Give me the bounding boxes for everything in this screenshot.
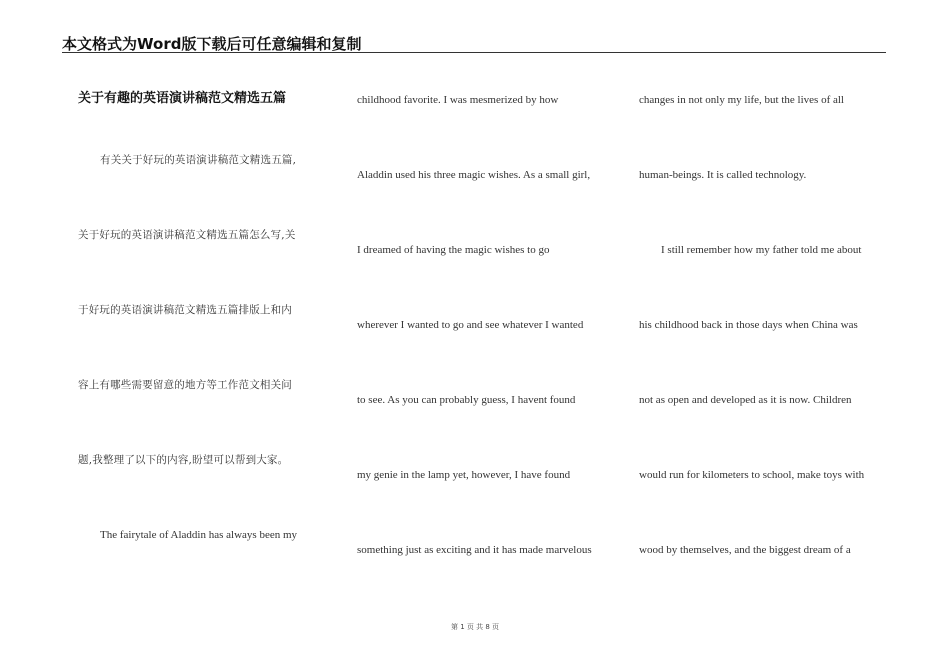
paragraph-line: wood by themselves, and the biggest dream of a	[639, 544, 851, 556]
paragraph-line: 关于好玩的英语演讲稿范文精选五篇怎么写,关	[78, 229, 296, 241]
paragraph-line: would run for kilometers to school, make toys with	[639, 469, 865, 481]
paragraph-line: 容上有哪些需要留意的地方等工作范文相关问	[78, 379, 292, 391]
paragraph-line: changes in not only my life, but the lives of all	[639, 94, 844, 106]
paragraph-line: I dreamed of having the magic wishes to go	[357, 244, 550, 256]
document-banner: 本文格式为Word版下载后可任意编辑和复制	[62, 35, 362, 53]
paragraph-line: 有关关于好玩的英语演讲稿范文精选五篇,	[100, 154, 297, 166]
paragraph-line: childhood favorite. I was mesmerized by how	[357, 94, 559, 106]
paragraph-line: human-beings. It is called technology.	[639, 169, 807, 181]
paragraph-line: something just as exciting and it has made marvelous	[357, 544, 592, 556]
paragraph-line: Aladdin used his three magic wishes. As a small girl,	[357, 169, 591, 181]
header-divider	[62, 52, 886, 53]
paragraph-line: I still remember how my father told me about	[661, 244, 862, 256]
paragraph-line: 于好玩的英语演讲稿范文精选五篇排版上和内	[78, 304, 292, 316]
paragraph-line: wherever I wanted to go and see whatever I wanted	[357, 319, 584, 331]
paragraph-line: his childhood back in those days when China was	[639, 319, 858, 331]
page-number: 第 1 页 共 8 页	[450, 623, 500, 631]
paragraph-line: The fairytale of Aladdin has always been my	[100, 529, 298, 541]
paragraph-line: to see. As you can probably guess, I havent found	[357, 394, 576, 406]
paragraph-line: my genie in the lamp yet, however, I have found	[357, 469, 571, 481]
paragraph-line: 题,我整理了以下的内容,盼望可以帮到大家。	[78, 454, 289, 466]
article-title: 关于有趣的英语演讲稿范文精选五篇	[78, 91, 287, 106]
paragraph-line: not as open and developed as it is now. Children	[639, 394, 852, 406]
